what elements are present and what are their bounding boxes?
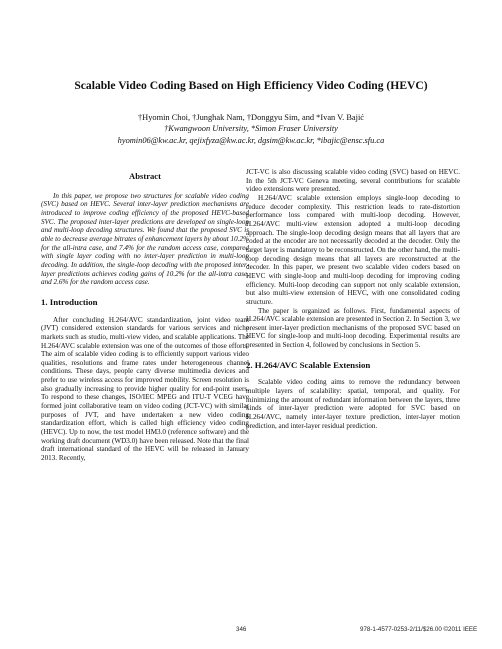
author-names: †Hyomin Choi, †Junghak Nam, †Donggyu Sim, and *Ivan V. Bajić [137,113,365,122]
intro-continued-paragraph: JCT-VC is also discussing scalable video coding (SVC) based on HEVC. In the 5th JCT-VC Geneva meeting, several contributions for scalable video extensions were presented. [246,168,460,194]
page-number: 346 [236,626,247,633]
author-emails: hyomin06@kw.ac.kr, qejixfyza@kw.ac.kr, dgsim@kw.ac.kr, *ibajic@ensc.sfu.ca [117,135,385,145]
abstract-heading: Abstract [129,171,161,181]
footer-isbn: 978-1-4577-0253-2/11/$26.00 ©2011 IEEE [360,626,478,633]
author-affiliations: †Kwangwoon University, *Simon Fraser University [164,124,338,134]
intro-paragraph-3: The paper is organized as follows. First, fundamental aspects of H.264/AVC scalable extension are presented in Section 2. In Section 3, we present inter-layer prediction mechanisms of the proposed SVC based on HEVC for single-loop and multi-loop decoding. Experimental results are presented in Section 4, followed by conclusions in Section 5. [246,306,460,350]
right-column [246,168,460,430]
section-2-heading: 2. H.264/AVC Scalable Extension [246,359,371,370]
intro-paragraph-2: H.264/AVC scalable extension employs single-loop decoding to reduce decoder complexity. This restriction leads to rate-distortion performance loss compared with multi-loop decoding. However, H.264/AVC multi-view extension adopted a multi-loop decoding approach. The single-loop decoding design means that all layers that are coded at the encoder are not necessarily decoded at the decoder. Only the target layer is mandatory to be reconstructed. On the other hand, the multi-loop decoding design means that all layers are reconstructed at the decoder. In this paper, we present two scalable video coders based on HEVC with single-loop and multi-loop decoding for improving coding efficiency. Multi-loop decoding can support not only scalable extension, but also multi-view extension of HEVC, with one consolidated coding structure. [246,193,460,306]
left-column [41,168,249,463]
section-2-paragraph: Scalable video coding aims to remove the redundancy between multiple layers of scalability: spatial, temporal, and quality. For minimizing the amount of redundant information between the layers, three kinds of inter-layer prediction were adopted for SVC based on H.264/AVC, namely inter-layer texture prediction, inter-layer motion prediction, and inter-layer residual prediction. [246,378,460,430]
paper-title: Scalable Video Coding Based on High Efficiency Video Coding (HEVC) [74,79,428,92]
section-1-paragraph: After concluding H.264/AVC standardization, joint video team (JVT) considered extension standards for various services and niche markets such as studio, multi-view video, and scalable applications. The H.264/AVC scalable extension was one of the outcomes of those efforts. The aim of scalable video coding is to efficiently support various video qualities, resolutions and frame rates under heterogeneous channel conditions. These days, people carry diverse multimedia devices and prefer to use wireless access for improved mobility. Screen resolution is also gradually increasing to provide higher quality for end-point users. To respond to these changes, ISO/IEC MPEG and ITU-T VCEG have formed joint collaborative team on video coding (JCT-VC) with similar purposes of JVT, and have undertaken a new video coding standardization effort, which is called high efficiency video coding (HEVC). Up to now, the test model HM3.0 (reference software) and the working draft document (WD3.0) have been released. Note that the final draft international standard of the HEVC will be released in January 2013. Recently, [41,315,249,463]
author-block [0,112,502,146]
section-1-heading: 1. Introduction [41,296,98,307]
abstract-text: In this paper, we propose two structures for scalable video coding (SVC) based on HEVC. Several inter-layer prediction mechanisms are introduced to improve coding efficiency of the proposed HEVC-based SVC. The proposed inter-layer predictions are developed on single-loop and multi-loop decoding structures. We found that the proposed SVC is able to decrease average bitrates of enhancement layers by about 10.2% for the all-intra case, and 7.4% for the random access case, compared with single layer coding with no inter-layer prediction in multi-loop decoding. In addition, the single-loop decoding with the proposed inter-layer predictions achieves coding gains of 10.2% for the all-intra case, and 2.6% for the random access case. [41,191,249,287]
